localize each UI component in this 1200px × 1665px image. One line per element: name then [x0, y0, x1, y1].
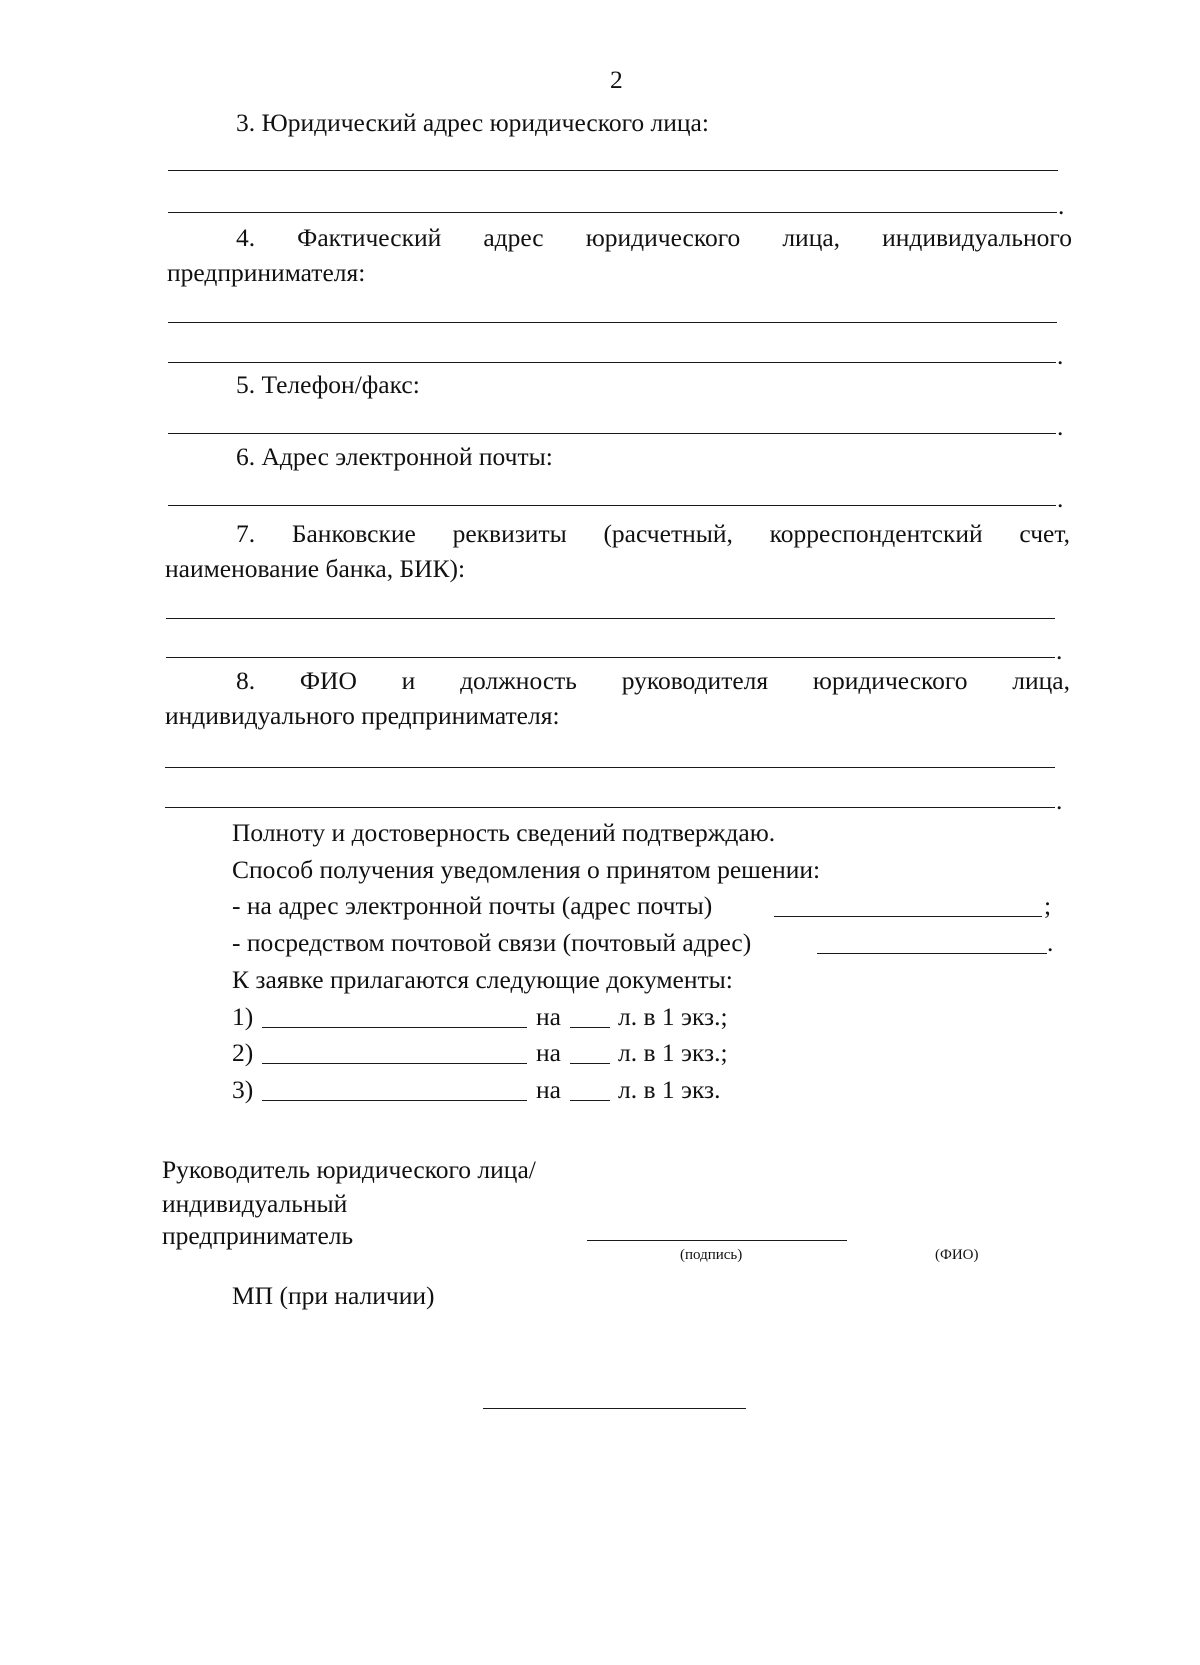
item-4-word: адрес — [483, 223, 544, 252]
item-4-label-line2: предпринимателя: — [167, 258, 366, 287]
confirmation-text: Полноту и достоверность сведений подтверждаю. — [232, 818, 776, 847]
item-4-label-line1 — [236, 223, 1072, 253]
attachment-number: 1) — [232, 1002, 254, 1031]
item-6-blank-line[interactable] — [168, 505, 1056, 506]
item-5-blank-line[interactable] — [168, 433, 1056, 434]
attachment-na: на — [536, 1002, 561, 1031]
item-8-word: лица, — [1012, 666, 1070, 695]
attachment-pages-blank[interactable] — [570, 1100, 610, 1101]
item-7-blank-line-1[interactable] — [166, 618, 1055, 619]
line-end-dot: . — [1058, 191, 1065, 220]
attachment-copies: л. в 1 экз.; — [618, 1038, 728, 1067]
email-address-blank-line[interactable] — [774, 916, 1042, 917]
item-7-label-line1 — [236, 519, 1070, 549]
name-caption: (ФИО) — [935, 1247, 979, 1263]
page-number: 2 — [610, 65, 623, 94]
line-end-dot: . — [1056, 786, 1063, 815]
item-7-word: корреспондентский — [769, 519, 983, 548]
method-post-end: . — [1047, 928, 1054, 957]
attachment-pages-blank[interactable] — [570, 1027, 610, 1028]
item-8-word: и — [401, 666, 416, 695]
item-8-word: должность — [460, 666, 577, 695]
line-end-dot: . — [1057, 484, 1064, 513]
attachment-name-blank[interactable] — [262, 1063, 527, 1064]
item-7-word: счет, — [1019, 519, 1070, 548]
item-3-label: 3. Юридический адрес юридического лица: — [236, 108, 709, 137]
attachment-na: на — [536, 1075, 561, 1104]
item-4-word: Фактический — [297, 223, 442, 252]
stamp-label: МП (при наличии) — [232, 1281, 435, 1310]
attachment-number: 2) — [232, 1038, 254, 1067]
signature-caption: (подпись) — [680, 1247, 743, 1263]
item-3-blank-line-2[interactable] — [168, 212, 1057, 213]
line-end-dot: . — [1056, 636, 1063, 665]
signer-role-line1: Руководитель юридического лица/ — [162, 1155, 536, 1184]
item-8-blank-line-1[interactable] — [165, 767, 1055, 768]
postal-address-blank-line[interactable] — [817, 953, 1047, 954]
item-7-word: 7. — [236, 519, 256, 548]
attachment-name-blank[interactable] — [262, 1100, 527, 1101]
item-7-blank-line-2[interactable] — [166, 657, 1055, 658]
item-7-word: (расчетный, — [603, 519, 733, 548]
item-8-blank-line-2[interactable] — [165, 807, 1055, 808]
method-post-label: - посредством почтовой связи (почтовый адрес) — [232, 928, 752, 957]
item-8-word: ФИО — [299, 666, 357, 695]
item-4-word: юридического — [585, 223, 741, 252]
attachment-name-blank[interactable] — [262, 1027, 527, 1028]
signature-blank-line[interactable] — [587, 1240, 847, 1241]
attachment-copies: л. в 1 экз. — [618, 1075, 721, 1104]
item-6-label: 6. Адрес электронной почты: — [236, 442, 553, 471]
closing-separator-line — [483, 1408, 746, 1409]
attachment-copies: л. в 1 экз.; — [618, 1002, 728, 1031]
item-7-word: реквизиты — [452, 519, 567, 548]
attachment-na: на — [536, 1038, 561, 1067]
item-8-word: руководителя — [621, 666, 769, 695]
item-8-word: юридического — [812, 666, 968, 695]
item-4-word: лица, — [782, 223, 841, 252]
line-end-dot: . — [1057, 412, 1064, 441]
item-4-blank-line-1[interactable] — [168, 322, 1057, 323]
method-email-end: ; — [1044, 891, 1052, 920]
signer-role-line2: индивидуальный — [162, 1189, 348, 1218]
line-end-dot: . — [1057, 341, 1064, 370]
attachments-heading: К заявке прилагаются следующие документы: — [232, 965, 733, 994]
item-3-blank-line-1[interactable] — [168, 170, 1058, 171]
signer-role-line3: предприниматель — [162, 1221, 354, 1250]
item-8-label-line1 — [236, 666, 1070, 696]
item-5-label: 5. Телефон/факс: — [236, 370, 420, 399]
method-email-label: - на адрес электронной почты (адрес почты) — [232, 891, 713, 920]
item-7-word: Банковские — [291, 519, 416, 548]
attachment-number: 3) — [232, 1075, 254, 1104]
attachment-pages-blank[interactable] — [570, 1063, 610, 1064]
item-4-word: индивидуального — [882, 223, 1072, 252]
item-4-blank-line-2[interactable] — [168, 362, 1056, 363]
notification-method-heading: Способ получения уведомления о принятом решении: — [232, 855, 821, 884]
item-4-word: 4. — [236, 223, 256, 252]
item-7-label-line2: наименование банка, БИК): — [165, 554, 466, 583]
item-8-label-line2: индивидуального предпринимателя: — [165, 701, 560, 730]
item-8-word: 8. — [236, 666, 256, 695]
